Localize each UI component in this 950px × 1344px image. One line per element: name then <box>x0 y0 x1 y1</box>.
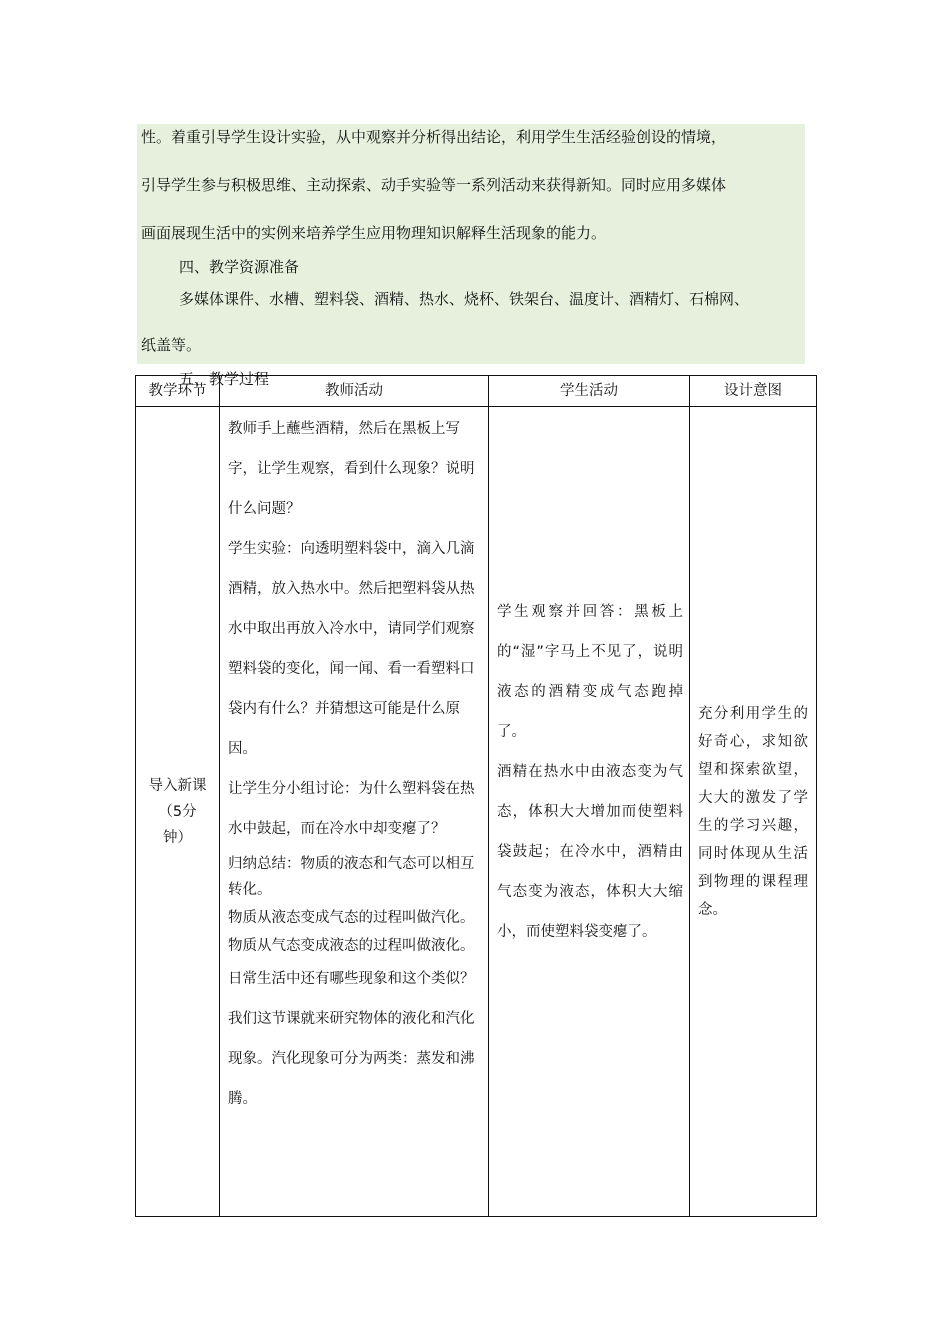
teacher-paragraph: 教师手上蘸些酒精，然后在黑板上写字，让学生观察，看到什么现象？说明什么问题？ <box>228 421 475 517</box>
table-header-row <box>136 376 817 407</box>
header-design-intent: 设计意图 <box>690 376 817 407</box>
intro-line: 性。着重引导学生设计实验，从中观察并分析得出结论，利用学生生活经验创设的情境， <box>141 128 727 146</box>
section-title-resources: 四、教学资源准备 <box>179 258 300 276</box>
table-row <box>136 407 817 1217</box>
section-title-process: 五、教学过程 <box>179 370 270 388</box>
header-student-activity: 学生活动 <box>489 376 690 407</box>
resources-text: 纸盖等。 <box>141 336 202 354</box>
intro-line: 画面展现生活中的实例来培养学生应用物理知识解释生活现象的能力。 <box>141 224 607 242</box>
teacher-paragraph: 让学生分小组讨论：为什么塑料袋在热水中鼓起，而在冷水中却变瘪了？ <box>228 781 475 837</box>
teacher-paragraph: 物质从气态变成液态的过程叫做液化。 <box>228 938 475 954</box>
intro-text <box>141 124 805 398</box>
stage-duration: （5分 <box>158 803 197 820</box>
header-stage: 教学环节 <box>136 376 220 407</box>
teacher-paragraph: 日常生活中还有哪些现象和这个类似？我们这节课就来研究物体的液化和汽化现象。汽化现象可分为两类：蒸发和沸腾。 <box>228 971 475 1107</box>
stage-cell <box>136 407 220 1217</box>
header-teacher-activity: 教师活动 <box>220 376 489 407</box>
teaching-process-table <box>135 375 817 1217</box>
stage-name: 导入新课 <box>148 777 207 794</box>
teacher-paragraph: 归纳总结：物质的液态和气态可以相互转化。 <box>228 856 475 898</box>
teacher-activity-cell <box>220 407 489 1217</box>
intro-line: 引导学生参与积极思维、主动探索、动手实验等一系列活动来获得新知。同时应用多媒体 <box>141 176 727 194</box>
stage-duration-unit: 钟） <box>163 829 192 846</box>
teacher-paragraph: 物质从液态变成气态的过程叫做汽化。 <box>228 910 475 926</box>
student-paragraph: 酒精在热水中由液态变为气态，体积大大增加而使塑料袋鼓起；在冷水中，酒精由气态变为液态，体积大大缩小，而使塑料袋变瘪了。 <box>497 764 683 940</box>
resources-text: 多媒体课件、水槽、塑料袋、酒精、热水、烧杯、铁架台、温度计、酒精灯、石棉网、 <box>179 290 750 308</box>
teacher-paragraph: 学生实验：向透明塑料袋中，滴入几滴酒精，放入热水中。然后把塑料袋从热水中取出再放入冷水中，请同学们观察塑料袋的变化，闻一闻、看一看塑料口袋内有什么？并猜想这可能是什么原因。 <box>228 541 475 757</box>
design-intent-cell: 充分利用学生的好奇心，求知欲望和探索欲望，大大的激发了学生的学习兴趣，同时体现从生活到物理的课程理念。 <box>690 407 817 1217</box>
student-paragraph: 学生观察并回答：黑板上的“湿”字马上不见了，说明液态的酒精变成气态跑掉了。 <box>497 604 683 740</box>
student-activity-cell <box>489 407 690 1217</box>
